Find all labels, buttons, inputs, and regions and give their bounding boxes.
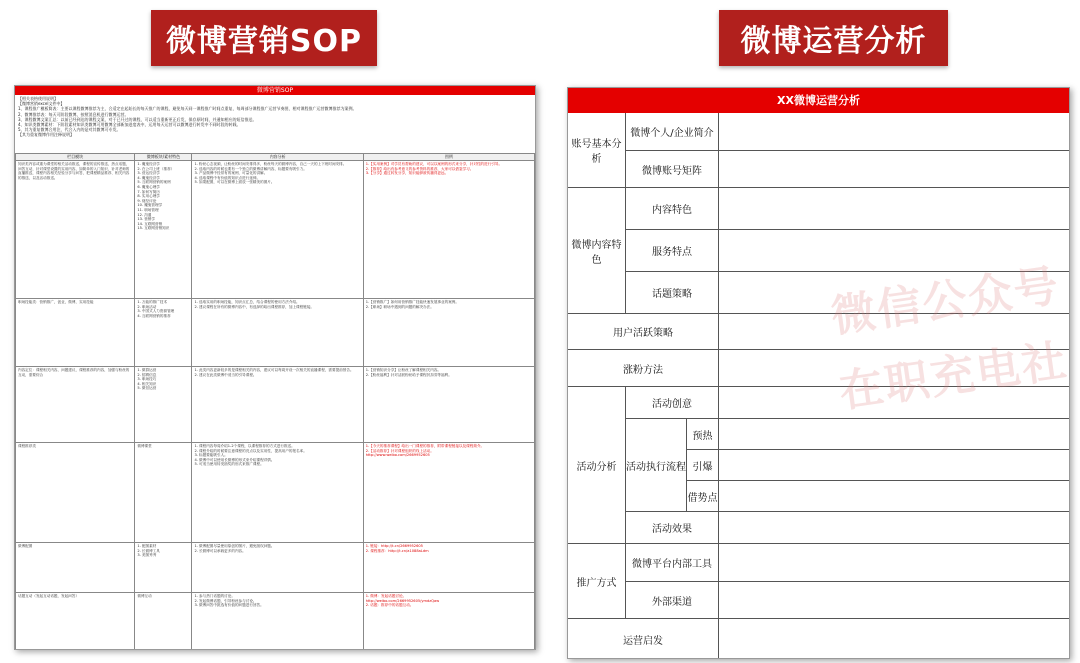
- section-follower-growth: 涨粉方法: [568, 350, 719, 387]
- sop-cell-text: 知识类内容或重为课堂的相关活动推送，课程的宣传推送，热点话题，问答互动，针对课堂设置的实用内容，如简单的入门知识，针对老师的直播推送，课程内容相关经验分享与问答，把课程精品推荐、相关内容的推送，以及活动推送。: [18, 162, 130, 180]
- sop-cell-text: 1.【实用案例】对学员有帮助的建议，可以以案例的形式来分享，针对性的进行引导。 2.【推荐】给出有参考意义的参考资料的推荐，大家可以借鉴学习。 3.【分享】通过转发分享，知识能够被传播得更远。: [365, 162, 503, 176]
- sop-cell-text: 1. 微博：发起话题讨论。 http://weibo.com/2669952605/ymdzQaw 2. 话题：推荐中的话题互动。: [365, 594, 440, 608]
- sop-cell-text: 1. 此类内容更新较多的是课程相关的内容，建议可以每周开设一次相关的直播课程，需要提前预告。 2. 建议在此类微博中适当的引导课程。: [194, 368, 354, 377]
- banner-weibo-operation-analysis: 微博运营分析: [719, 10, 948, 66]
- sop-cell-text: 微博课堂: [137, 444, 152, 448]
- sop-cell-text: 微博配图: [18, 544, 33, 548]
- section-operation-insight: 运营启发: [568, 619, 719, 659]
- content-cell: [719, 450, 1070, 481]
- sop-cell: [363, 443, 534, 543]
- sop-notes: [15, 95, 535, 153]
- sop-cell: [16, 161, 135, 299]
- section-promotion: 推广方式: [568, 544, 626, 619]
- content-cell: [719, 188, 1070, 230]
- sop-cell: [16, 543, 135, 593]
- sub-item-explode: 引爆: [687, 450, 719, 481]
- item-activity-idea: 活动创意: [626, 387, 719, 419]
- sop-cell: [16, 443, 135, 543]
- analysis-table: [568, 113, 1070, 659]
- item-activity-effect: 活动效果: [626, 512, 719, 544]
- sop-note-line: 3、课程微博文案汇总：以前已经到达的课程文案，对于已开过的课程，可以适当重新更正后发，保存原时间，并通知相应的短信推送。: [18, 116, 257, 122]
- analysis-doc-title: XX微博运营分析: [568, 88, 1069, 113]
- watermark-line: 在职充电社: [836, 335, 1072, 418]
- table-row: [16, 543, 535, 593]
- table-row: [16, 161, 535, 299]
- content-cell: [719, 350, 1070, 387]
- sop-cell: [363, 367, 534, 443]
- sop-header-cell: 栏目模块: [16, 154, 135, 161]
- sop-cell: [16, 593, 135, 651]
- sop-cell: [135, 367, 192, 443]
- sop-cell-text: 1.【营销知识分享】让粉丝了解课程相关内容。 2.【粉丝福利】针对活跃粉丝给予课程折扣券等福利。: [365, 368, 452, 377]
- sop-cell: [192, 543, 363, 593]
- sop-cell-text: 1. 配图素材 2. 长微博工具 3. 美图秀秀: [137, 544, 160, 558]
- sop-cell-text: 1. 课程内容每周介绍1-2个课程，以课程推荐的方式进行推送。 2. 课程介绍的时候要注意课程的亮点以及实用性，提高用户的报名率。 3. 标题要能吸引人。 4. 微博中可以使用长微博的形式来介绍课程详情。 5. 可适当使用转发抽奖的形式来推广课程。: [194, 444, 307, 467]
- content-cell: [719, 582, 1070, 619]
- sub-item-leverage: 借势点: [687, 481, 719, 512]
- sop-cell-text: 话题互动（发起互动话题，发起问答）: [18, 594, 80, 598]
- sop-cell: [363, 299, 534, 367]
- item-topic-strategy: 话题策略: [626, 272, 719, 314]
- sop-note-line: 5、其为重复微博合用注，代合入内的是对其微博可专发。: [18, 127, 121, 133]
- sop-cell-text: 职场技能类：营销推广，创业，微博，实用技能: [18, 300, 94, 304]
- weibo-sop-document: [14, 85, 536, 650]
- sop-header-cell: 内容分析: [192, 154, 363, 161]
- section-user-activity: 用户活跃策略: [568, 314, 719, 350]
- content-cell: [719, 314, 1070, 350]
- content-cell: [719, 481, 1070, 512]
- item-content-feature: 内容特色: [626, 188, 719, 230]
- sop-cell-text: 内容定位：课程相关内容，问题建议，课程推荐的内容，加强与粉丝的互动，需要综合: [18, 368, 130, 377]
- sop-cell: [192, 443, 363, 543]
- sop-cell-text: 1.【营销推广】如何用营销推广技能快速发展事业的案例。 2.【职场】职场中遇到的问题的解决办法。: [365, 300, 459, 309]
- sop-cell-text: 1. 选取实用的职场技能，知识点汇总，结合课程的使用方法介绍。 2. 建议课程在所有的微博内容中，有选择的给出课程推荐，加上课程链接。: [194, 300, 315, 309]
- sop-cell: [192, 299, 363, 367]
- sop-cell-text: 课程推荐类: [18, 444, 36, 448]
- sop-cell: [16, 367, 135, 443]
- sop-note-line: 4、知识类微博素材：下阶段素材知识类微博可用微博全部新加进度表中，运用每天运营可以微博进行转发中不同时段的转载。: [18, 122, 241, 128]
- content-cell: [719, 619, 1070, 659]
- table-row: [16, 443, 535, 543]
- content-cell: [719, 387, 1070, 419]
- sub-item-warmup: 预热: [687, 419, 719, 450]
- sop-cell: [135, 299, 192, 367]
- banner-weibo-marketing-sop: 微博营销SOP: [151, 10, 377, 66]
- sop-cell-text: 1. 微博配图尽量使用原创的图片，避免版权问题。 2. 长微博可以承载更多的内容。: [194, 544, 275, 553]
- sop-note-line: 【相关表格使用说明】: [18, 96, 58, 101]
- sop-header-cell: 图例: [363, 154, 534, 161]
- sop-cell: [16, 299, 135, 367]
- sop-cell: [363, 161, 534, 299]
- sop-cell: [192, 161, 363, 299]
- sop-header-cell: 微博板块/素材特色: [135, 154, 192, 161]
- weibo-analysis-document: [567, 87, 1070, 659]
- sop-cell: [363, 543, 534, 593]
- sop-cell: [135, 543, 192, 593]
- content-cell: [719, 419, 1070, 450]
- sop-cell-text: 1. 万能的推广技术 2. 职场活动 3. 中国式人力资源管理 4. 互联网营销的推荐: [137, 300, 175, 318]
- sop-note-line: 【微博营销excel文件中】: [18, 101, 65, 107]
- sop-cell: [135, 161, 192, 299]
- section-account-basic: 账号基本分析: [568, 113, 626, 188]
- item-platform-tools: 微博平台内部工具: [626, 544, 719, 582]
- item-service-feature: 服务特点: [626, 230, 719, 272]
- content-cell: [719, 272, 1070, 314]
- content-cell: [719, 230, 1070, 272]
- watermark-line: 微信公众号: [828, 260, 1064, 343]
- sop-cell: [192, 593, 363, 651]
- table-row: [16, 367, 535, 443]
- content-cell: [719, 512, 1070, 544]
- content-cell: [719, 544, 1070, 582]
- sop-cell-text: 1. 粉丝心态视频，让粉丝的时间安排得多，粉丝每天的微博内容，自己一天的上下班时间安排。 2. 选取内容的时候也要有一个独立的微博讲解内容，标题要有吸引力。 3. 产品微博中经常有的案例，可量化的讲解。 4. 选取课程中有价值的知识点进行延伸。 5. 如果配图，可以在微博上面放一张精美的图片。: [194, 162, 347, 185]
- sop-cell-text: 1. 魔鬼经济学 2. 在公司上班（推荐） 3. 营运经济学 4. 魔鬼经济学 5. 互联网营销的案例 6. 魔鬼心理学 7. 如何写简历 8. 实用心理学 9. 财经评论 10. 魔鬼管理学 11. 职场管理 12. 沟通 13. 营销学 14. 互联网营销 15. 互联网营销知识: [137, 162, 175, 231]
- item-account-intro: 微博个人/企业简介: [626, 113, 719, 151]
- item-account-matrix: 微博账号矩阵: [626, 151, 719, 188]
- sop-cell: [192, 367, 363, 443]
- sop-cell-text: 1. 微群运营 2. 招聘信息 3. 职场技巧 4. 相关知识 5. 微信运营: [137, 368, 157, 391]
- sop-cell: [363, 593, 534, 651]
- table-row: [16, 593, 535, 651]
- sop-cell-text: 微博互动: [137, 594, 152, 598]
- sop-cell-text: 1. 链接：http://t.cn/2669952605 2. 课程推荐：http://t.cn/a1088aLdm: [365, 544, 429, 553]
- sop-cell-text: 1.【今天的推荐课程】给出一门课程的推荐，附带课程链接以及课程简介。 2.【活动推荐】针对课程组织的线上活动。 http://www.weibo.com/2669952605: [365, 444, 485, 458]
- item-activity-flow: 活动执行流程: [626, 419, 687, 512]
- sop-note-line: 2、微博推荐表：每天可阶段微博，按照消息机进行微博运营。: [18, 111, 129, 117]
- section-activity-analysis: 活动分析: [568, 387, 626, 544]
- table-row: [16, 299, 535, 367]
- sop-table-header-row: [16, 154, 535, 161]
- section-content-features: 微博内容特色: [568, 188, 626, 314]
- item-external-channels: 外部渠道: [626, 582, 719, 619]
- sop-cell: [135, 443, 192, 543]
- sop-table: [15, 153, 535, 650]
- sop-doc-title: 微博营销SOP: [15, 86, 535, 95]
- content-cell: [719, 151, 1070, 188]
- sop-note-line: 【其为重复微博作用注释说明】: [18, 132, 74, 138]
- sop-cell-text: 1. 参与热门话题的讨论。 2. 发起微博话题，引导粉丝参与讨论。 3. 微博问答中挑选有价值的问题进行回答。: [194, 594, 264, 608]
- content-cell: [719, 113, 1070, 151]
- sop-note-line: 1、课程推广模板简表：主要以课程微博推荐为主，合适定在起始长的每天推广的课程，避免每天同一课程推广时间点重复，每周部分课程推广运营节奏图，相对课程推广运营微博推荐为案例。: [18, 106, 357, 112]
- sop-cell: [135, 593, 192, 651]
